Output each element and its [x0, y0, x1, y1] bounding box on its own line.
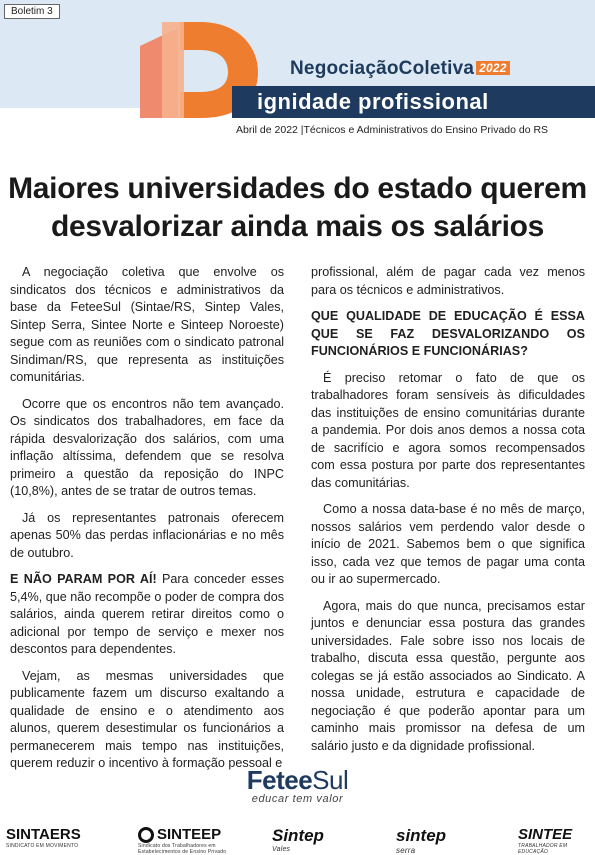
campaign-year: 2022	[476, 61, 510, 75]
logo-sintaers	[6, 826, 81, 849]
issue-date-line: Abril de 2022 |Técnicos e Administrativos do Ensino Privado do RS	[236, 124, 549, 136]
d-stem-light	[162, 22, 184, 118]
paragraph: A negociação coletiva que envolve os sindicatos dos técnicos e administrativos da base da FeteeSul (Sintae/RS, Sintep Vales, Sintep Serra, Sintee Norte e Sinteep Noroeste) segue com as reuniões com o sindicato patronal Sindiman/RS, que representa as instituições comunitárias.	[10, 265, 284, 384]
logo-sub: Vales	[272, 846, 291, 853]
logo-sintep-serra	[396, 826, 446, 855]
paragraph: Vejam, as mesmas universidades que publicamente fazem um discurso exaltando a qualidade de ensino e o atendimento aos alunos, querem desestimular os funcionários a permanecerem mais tempo nas instituições, querem reduzir o incentivo à formação pessoal e	[10, 668, 284, 770]
headline-line-1: Maiores universidades do estado querem	[8, 172, 587, 205]
wordmark-fetee: Fetee	[246, 765, 313, 795]
logo-sub: SINDICATO EM MOVIMENTO	[6, 843, 79, 849]
logo-sintep-vales	[272, 826, 324, 853]
logo-sub: serra	[396, 846, 416, 855]
logo-sinteep	[138, 826, 248, 855]
logo-sub: Sindicato dos Trabalhadores em Estabelecimentos de Ensino Privado	[138, 843, 227, 855]
paragraph: Agora, mais do que nunca, precisamos estar juntos e denunciar essa postura das grandes universidades. Fale sobre isso nos locais de trabalho, discuta essa questão, pergunte aos colegas se já estão associados ao Sindicato. A nossa unidade, estrutura e capacidade de negociação é que poderão apontar para um caminho mais promissor na defesa de um salário justo e da dignidade profissional.	[311, 598, 585, 753]
paragraph-lead: E NÃO PARAM POR AÍ!	[10, 572, 157, 586]
logo-name: SINTEE	[518, 826, 573, 843]
masthead-title: ignidade profissional	[257, 89, 489, 114]
logo-sub: TRABALHADOR EM EDUCAÇÃO	[518, 843, 568, 855]
right-column	[311, 264, 585, 764]
logo-name: Sintep	[272, 826, 324, 845]
paragraph: É preciso retomar o fato de que os trabalhadores foram sensíveis às dificuldades das instituições de ensino comunitárias durante a pandemia. Por dois anos demos a nossa cota de sacrifício e agora somos recompensados com essa postura por parte dos representantes das comunitárias.	[311, 370, 585, 490]
paragraph	[10, 571, 284, 659]
section-subheading: QUE QUALIDADE DE EDUCAÇÃO É ESSA QUE SE FAZ DESVALORIZANDO OS FUNCIONÁRIOS E FUNCIONÁRIAS?	[311, 309, 585, 358]
gear-icon	[138, 827, 154, 843]
paragraph: Ocorre que os encontros não tem avançado. Os sindicatos dos trabalhadores, em face da rápida desvalorização dos salários, com uma inflação altíssima, defendem que se resolva primeiro a questão da reposição do INPC (10,8%), antes de se tratar de outros temas.	[10, 396, 284, 498]
paragraph: Como a nossa data-base é no mês de março, nossos salários vem perdendo valor desde o início de 2021. Sabemos bem o que significa isso, cada vez que temos de pagar uma conta ou ir ao supermercado.	[311, 502, 585, 586]
logo-sintee	[518, 826, 595, 855]
campaign-title	[290, 58, 510, 80]
feteesul-tagline: educar tem valor	[251, 793, 344, 805]
left-column	[10, 264, 284, 782]
campaign-name: NegociaçãoColetiva	[290, 58, 475, 79]
paragraph: profissional, além de pagar cada vez menos para os técnicos e administrativos.	[311, 265, 585, 297]
logo-name: SINTEEP	[157, 826, 222, 843]
feteesul-logo	[0, 765, 595, 805]
logo-name: SINTAERS	[6, 826, 81, 843]
union-logos-row	[0, 820, 595, 855]
wordmark-sul: Sul	[312, 765, 349, 795]
paragraph: Já os representantes patronais oferecem apenas 50% das perdas inflacionárias e no mês de outubro.	[10, 510, 284, 560]
headline	[0, 170, 595, 246]
feteesul-wordmark	[0, 765, 595, 796]
logo-name: sintep	[396, 826, 447, 845]
headline-line-2: desvalorizar ainda mais os salários	[50, 210, 545, 243]
paragraph-body: Para conceder esses 5,4%, que não recompõe o poder de compra dos salários, ainda querem retirar direitos como o adicional por tempo de serviço e mexer nos descontos para dependentes.	[10, 572, 284, 656]
masthead	[0, 0, 595, 150]
issue-badge: Boletim 3	[4, 4, 60, 19]
